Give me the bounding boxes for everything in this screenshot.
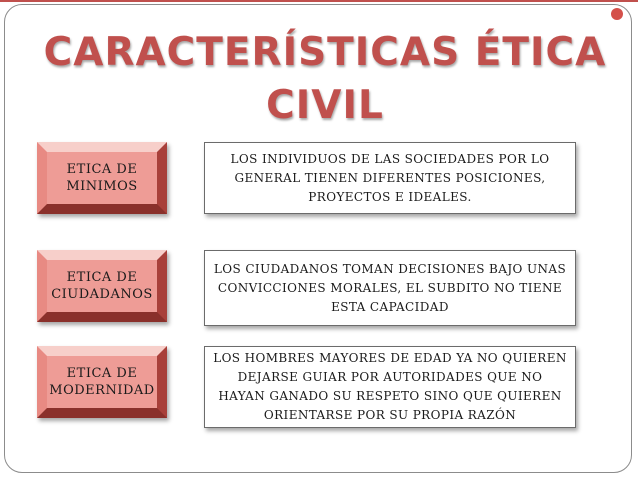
top-accent-bar xyxy=(0,0,638,2)
description-text: LOS CIUDADANOS TOMAN DECISIONES BAJO UNAS CONVICCIONES MORALES, EL SUBDITO NO TIENE ESTA CAPACIDAD xyxy=(213,261,567,314)
label-box-minimos xyxy=(37,142,167,214)
description-text: LOS HOMBRES MAYORES DE EDAD YA NO QUIEREN DEJARSE GUIAR POR AUTORIDADES QUE NO HAYAN GANADO SU RESPETO SINO QUE QUIEREN ORIENTARSE POR SU PROPIA RAZÓN xyxy=(213,351,567,422)
description-text: LOS INDIVIDUOS DE LAS SOCIEDADES POR LO GENERAL TIENEN DIFERENTES POSICIONES, PROYECTOS E IDEALES. xyxy=(230,151,550,204)
corner-dot xyxy=(611,8,623,20)
label-text: ETICA DE MINIMOS xyxy=(66,162,138,194)
slide-title-line-1: CARACTERÍSTICAS ÉTICA xyxy=(43,30,607,75)
label-text: ETICA DE CIUDADANOS xyxy=(51,270,153,302)
label-text: ETICA DE MODERNIDAD xyxy=(49,366,155,398)
description-box-minimos xyxy=(204,142,576,214)
description-box-modernidad xyxy=(204,346,576,428)
description-box-ciudadanos xyxy=(204,250,576,326)
slide-title-line-2: CIVIL xyxy=(266,83,384,128)
label-box-ciudadanos xyxy=(37,250,167,322)
label-box-modernidad xyxy=(37,346,167,418)
